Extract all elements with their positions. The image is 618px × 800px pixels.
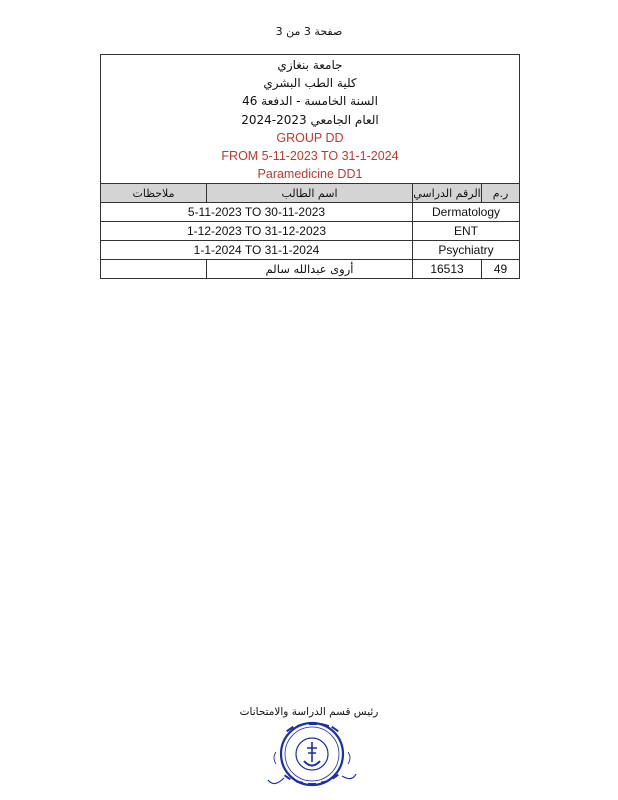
university-name: جامعة بنغازي [277, 58, 343, 72]
group-label: GROUP DD [276, 130, 344, 145]
signature-title: رئيس قسم الدراسة والامتحانات [239, 706, 379, 718]
col-serial: ر.م [481, 184, 519, 202]
student-name: أروى عبدالله سالم [206, 260, 412, 278]
column-header-row [101, 183, 519, 202]
student-row [101, 259, 519, 278]
rotation-row [101, 202, 519, 221]
student-notes [101, 260, 206, 278]
program-label: Paramedicine DD1 [257, 167, 363, 182]
schedule-table [100, 54, 520, 279]
rotation-period: 1-12-2023 TO 31-12-2023 [187, 224, 326, 238]
col-student-name: اسم الطالب [206, 184, 412, 202]
col-notes: ملاحظات [132, 186, 175, 200]
table-header [101, 55, 519, 183]
rotation-period: 5-11-2023 TO 30-11-2023 [187, 205, 326, 219]
academic-year: العام الجامعي 2023-2024 [241, 112, 379, 127]
rotation-department: ENT [412, 222, 519, 240]
rotation-period: 1-1-2024 TO 31-1-2024 [193, 243, 320, 257]
date-range: FROM 5-11-2023 TO 31-1-2024 [221, 149, 399, 164]
faculty-name: كلية الطب البشري [263, 76, 357, 91]
rotation-department: Psychiatry [412, 241, 519, 259]
student-serial: 49 [481, 260, 519, 278]
col-student-id: الرقم الدراسي [412, 184, 481, 202]
rotation-row [101, 240, 519, 259]
student-id: 16513 [412, 260, 481, 278]
year-batch: السنة الخامسة - الدفعة 46 [242, 94, 378, 109]
rotation-row [101, 221, 519, 240]
official-stamp-icon [264, 718, 360, 788]
page-number: صفحة 3 من 3 [275, 25, 343, 38]
rotation-department: Dermatology [412, 203, 519, 221]
